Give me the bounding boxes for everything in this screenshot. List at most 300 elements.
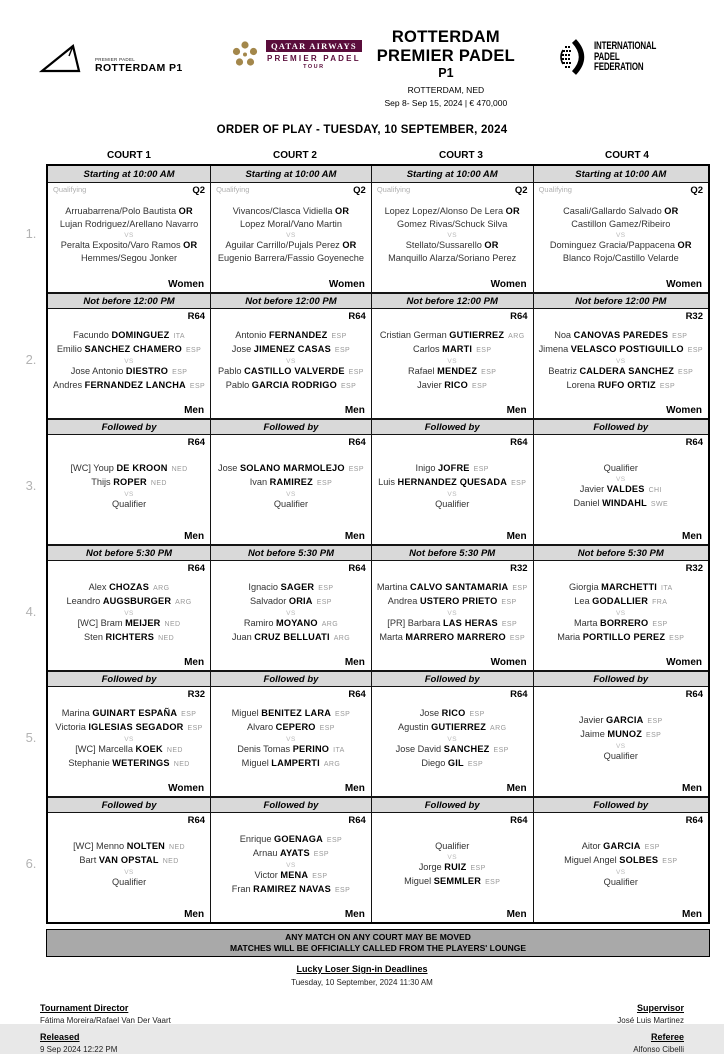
category-label: Women — [666, 405, 702, 416]
match-cell — [48, 435, 211, 544]
player-surname: RAMIREZ NAVAS — [253, 883, 331, 894]
stage-label: Qualifying — [538, 185, 572, 194]
player-name-text: Bart — [79, 855, 99, 865]
country-code: ESP — [181, 710, 197, 718]
player-name-text: Qualifier — [603, 877, 638, 887]
player-surname: OR — [505, 205, 520, 216]
country-code: ESP — [476, 346, 492, 354]
player-line — [53, 462, 205, 476]
country-code: ESP — [501, 620, 518, 628]
referee-name: Alfonso Cibelli — [633, 1045, 684, 1054]
court-2-header: COURT 2 — [273, 149, 317, 161]
player-name-text: Vivancos/Clasca Vidiella — [232, 205, 336, 216]
player-name-text: Beatriz — [548, 365, 580, 376]
player-name-text: Qualifier — [111, 877, 147, 887]
player-line — [216, 707, 366, 721]
player-line — [216, 476, 366, 490]
notice-band — [46, 929, 710, 957]
player-name-text: Castillon Gamez/Ribeiro — [571, 218, 671, 229]
country-code: NED — [150, 480, 167, 487]
player-name-text: Eugenio Barrera/Fassio Goyeneche — [217, 252, 364, 263]
officials-left — [40, 1003, 171, 1054]
time-band-label: Starting at 10:00 AM — [372, 166, 534, 183]
player-name-text: Jorge — [418, 862, 445, 872]
player-surname: GOENAGA — [274, 833, 323, 844]
country-code: ESP — [326, 836, 343, 844]
player-name-text: VS — [447, 854, 458, 861]
country-code: ESP — [348, 466, 364, 473]
player-surname: BORRERO — [600, 617, 649, 628]
player-line — [216, 743, 366, 757]
qatar-airways-premier-padel-logo — [230, 38, 362, 72]
country-code: ESP — [319, 724, 335, 732]
player-line — [377, 365, 528, 379]
match-lines — [53, 442, 205, 531]
player-line — [216, 329, 366, 343]
country-code: ITA — [661, 584, 673, 592]
player-line — [377, 861, 528, 875]
player-line — [216, 218, 366, 231]
player-line — [377, 595, 528, 609]
player-surname: BENITEZ LARA — [261, 707, 332, 718]
court-header-row — [46, 146, 710, 164]
ipf-logo — [530, 38, 690, 76]
match-cell — [372, 813, 534, 922]
country-code: ARG — [508, 332, 525, 340]
match-lines — [539, 190, 703, 279]
player-name-text: Jaime — [580, 729, 608, 739]
player-name-text: Hemmes/Segou Jonker — [81, 252, 178, 263]
time-band-label: Not before 12:00 PM — [372, 292, 534, 309]
mountain-triangle-icon — [40, 42, 92, 74]
player-line — [539, 379, 703, 393]
match-lines — [216, 694, 366, 783]
match-lines — [53, 568, 205, 657]
match-cell — [211, 687, 372, 796]
match-lines — [539, 568, 703, 657]
match-cell — [48, 309, 211, 418]
match-lines — [53, 694, 205, 783]
player-name-text: Aguilar Carrillo/Pujals Perez — [225, 239, 343, 250]
lucky-loser-title: Lucky Loser Sign-in Deadlines — [296, 964, 428, 974]
player-surname: WINDAHL — [602, 498, 647, 508]
player-line — [216, 365, 366, 379]
player-line — [539, 876, 703, 889]
match-cell — [534, 561, 708, 670]
country-code: ESP — [512, 584, 528, 592]
player-name-text: Qualifier — [273, 499, 309, 509]
tournament-director-block — [40, 1003, 171, 1025]
time-band-label: Not before 12:00 PM — [48, 292, 211, 309]
vs-separator — [216, 861, 366, 869]
rotterdam-logo-main-text: ROTTERDAM P1 — [95, 62, 183, 74]
order-of-play-title: ORDER OF PLAY - TUESDAY, 10 SEPTEMBER, 2024 — [216, 124, 508, 136]
tournament-title: ROTTERDAM PREMIER PADEL — [376, 28, 516, 65]
player-line — [377, 343, 528, 357]
player-name-text: VS — [615, 357, 626, 365]
time-band-label: Followed by — [372, 418, 534, 435]
vs-separator — [539, 475, 703, 483]
player-surname: GARCIA RODRIGO — [251, 379, 337, 390]
player-name-text: Maria — [557, 631, 583, 642]
match-cell — [534, 813, 708, 922]
player-name-text: Pablo — [225, 379, 252, 390]
player-name-text: Juan — [231, 631, 255, 642]
player-line — [216, 869, 366, 883]
player-name-text: VS — [124, 735, 134, 743]
country-code: SWE — [650, 501, 669, 508]
player-line — [53, 631, 205, 645]
player-surname: MEIJER — [125, 617, 161, 628]
player-surname: OR — [342, 239, 357, 250]
player-surname: RAMIREZ — [269, 477, 313, 487]
time-band-label: Followed by — [372, 796, 534, 813]
category-label: Men — [184, 909, 205, 920]
match-lines — [53, 820, 205, 909]
category-label: Women — [490, 657, 527, 668]
player-name-text: Ivan — [249, 477, 270, 487]
schedule-grid — [46, 164, 710, 924]
player-line — [539, 218, 703, 231]
ipf-logo-text — [594, 41, 663, 73]
category-label: Men — [344, 909, 365, 920]
country-code: NED — [164, 620, 181, 628]
vs-separator — [539, 609, 703, 617]
round-label: R64 — [510, 815, 528, 826]
time-band-label: Not before 5:30 PM — [48, 544, 211, 561]
round-label: R64 — [187, 815, 206, 826]
player-surname: CALVO SANTAMARIA — [410, 581, 509, 592]
match-cell — [211, 309, 372, 418]
vs-separator — [216, 735, 366, 743]
match-cell — [48, 687, 211, 796]
player-surname: CEPERO — [275, 721, 316, 732]
player-name-text: Alvaro — [247, 721, 276, 732]
country-code: ESP — [472, 382, 488, 390]
notice-line-1: ANY MATCH ON ANY COURT MAY BE MOVED — [285, 932, 471, 942]
country-code: ESP — [187, 724, 203, 732]
player-surname: MARTI — [442, 343, 473, 354]
player-surname: MENDEZ — [437, 365, 478, 376]
player-surname: DOMINGUEZ — [111, 329, 170, 340]
player-surname: MARRERO MARRERO — [405, 631, 506, 642]
player-surname: IGLESIAS SEGADOR — [88, 721, 184, 732]
vs-separator — [216, 609, 366, 617]
match-cell — [372, 561, 534, 670]
time-band-label: Followed by — [372, 670, 534, 687]
player-surname: RUIZ — [444, 862, 467, 872]
time-band-label: Followed by — [534, 418, 708, 435]
country-code: NED — [169, 844, 185, 851]
category-label: Men — [682, 531, 702, 542]
player-line — [53, 757, 205, 771]
court-1-header: COURT 1 — [107, 149, 151, 161]
player-name-text: Jose Antonio — [70, 365, 126, 376]
player-line — [377, 840, 528, 853]
row-number: 6. — [25, 855, 37, 871]
player-name-text: Ramiro — [243, 617, 276, 628]
country-code: ESP — [340, 382, 357, 390]
player-name-text: Arnau — [252, 847, 280, 858]
category-label: Men — [184, 531, 205, 542]
player-line — [539, 728, 703, 742]
match-cell — [534, 687, 708, 796]
player-name-text: VS — [124, 357, 134, 365]
player-name-text: Denis Tomas — [237, 743, 293, 754]
category-label: Men — [506, 405, 527, 416]
player-name-text: VS — [124, 609, 134, 617]
country-code: NED — [171, 466, 188, 473]
player-name-text: Luis — [378, 477, 398, 487]
time-band-label: Not before 12:00 PM — [534, 292, 708, 309]
round-label: Q2 — [690, 185, 703, 196]
player-line — [377, 617, 528, 631]
player-line — [377, 476, 528, 490]
country-code: ESP — [473, 466, 489, 473]
player-line — [539, 617, 703, 631]
player-name-text: VS — [286, 609, 296, 617]
vs-separator — [216, 231, 366, 239]
player-line — [377, 239, 528, 252]
player-line — [216, 239, 366, 252]
released-timestamp: 9 Sep 2024 12:22 PM — [40, 1045, 118, 1054]
match-cell — [211, 561, 372, 670]
player-line — [53, 721, 205, 735]
player-line — [539, 714, 703, 728]
player-surname: FERNANDEZ LANCHA — [84, 379, 186, 390]
match-lines — [539, 820, 703, 909]
match-lines — [377, 820, 528, 909]
player-surname: PERINO — [292, 743, 330, 754]
player-surname: AUGSBURGER — [102, 595, 172, 606]
vs-separator — [53, 490, 205, 498]
country-code: ITA — [333, 746, 345, 754]
player-line — [539, 483, 703, 497]
player-name-text: Qualifier — [603, 463, 638, 473]
player-name-text: [WC] Marcella — [75, 743, 136, 754]
vs-separator — [539, 868, 703, 876]
player-name-text: Miguel Angel — [564, 855, 620, 865]
category-label: Men — [344, 783, 365, 794]
player-name-text: Inigo — [415, 463, 438, 473]
player-name-text: VS — [615, 476, 626, 483]
player-surname: RICHTERS — [105, 631, 155, 642]
player-surname: PORTILLO PEREZ — [582, 631, 666, 642]
country-code: ESP — [678, 368, 694, 376]
category-label: Men — [682, 783, 702, 794]
player-surname: DE KROON — [116, 463, 168, 473]
player-line — [377, 329, 528, 343]
player-name-text: Cristian German — [379, 329, 450, 340]
player-surname: GIL — [447, 757, 464, 768]
player-line — [539, 497, 703, 511]
player-name-text: Gomez Rivas/Schuck Silva — [397, 218, 508, 229]
player-surname: MOYANO — [276, 617, 318, 628]
player-name-text: Arruabarrena/Polo Bautista — [65, 205, 179, 216]
country-code: CHI — [648, 487, 662, 494]
round-label: R64 — [348, 311, 366, 322]
player-name-text: Jose — [419, 707, 442, 718]
round-label: R64 — [348, 815, 366, 826]
round-label: R32 — [685, 563, 703, 574]
country-code: ESP — [481, 368, 497, 376]
player-name-text: VS — [447, 231, 458, 239]
lucky-loser-section — [0, 964, 724, 987]
player-name-text: Victoria — [55, 721, 89, 732]
supervisor-name: José Luis Martinez — [617, 1016, 684, 1025]
player-line — [216, 581, 366, 595]
category-label: Men — [344, 657, 365, 668]
round-label: R64 — [510, 689, 528, 700]
officials-section — [40, 1003, 684, 1054]
player-line — [216, 595, 366, 609]
round-label: R64 — [187, 563, 206, 574]
player-surname: SOLBES — [619, 855, 659, 865]
vs-separator — [377, 490, 528, 498]
player-name-text: Blanco Rojo/Castillo Velarde — [562, 252, 679, 263]
player-name-text: Marta — [379, 631, 406, 642]
category-label: Men — [506, 531, 527, 542]
country-code: NED — [173, 760, 190, 768]
player-line — [539, 595, 703, 609]
round-label: R64 — [510, 311, 528, 322]
player-name-text: VS — [615, 869, 626, 876]
player-line — [377, 743, 528, 757]
tournament-director-label: Tournament Director — [40, 1003, 129, 1013]
row-number: 4. — [25, 603, 37, 619]
vs-separator — [539, 231, 703, 239]
round-label: R64 — [187, 437, 206, 448]
player-name-text: VS — [447, 357, 458, 365]
player-line — [53, 365, 205, 379]
player-line — [539, 205, 703, 218]
row-number: 5. — [25, 729, 37, 745]
country-code: ARG — [323, 760, 341, 768]
tour-label: TOUR — [303, 64, 325, 70]
vs-separator — [539, 357, 703, 365]
player-name-text: Salvador — [250, 595, 289, 606]
player-line — [53, 876, 205, 889]
player-name-text: Rafael — [408, 365, 438, 376]
country-code: ESP — [185, 346, 202, 354]
time-band-label: Followed by — [48, 418, 211, 435]
player-surname: SEMMLER — [433, 876, 482, 886]
rotterdam-logo-text — [95, 57, 183, 74]
round-label: R64 — [348, 563, 366, 574]
vs-separator — [377, 609, 528, 617]
player-line — [377, 218, 528, 231]
player-name-text: Miguel — [241, 757, 272, 768]
court-3-header: COURT 3 — [439, 149, 483, 161]
ipf-dotted-circle-icon — [557, 38, 589, 76]
player-name-text: VS — [615, 609, 626, 617]
category-label: Women — [168, 783, 205, 794]
qatar-airways-label: QATAR AIRWAYS — [266, 40, 362, 52]
player-line — [53, 476, 205, 490]
player-surname: CANOVAS PAREDES — [573, 329, 669, 340]
vs-separator — [53, 231, 205, 239]
player-name-text: VS — [286, 231, 296, 239]
player-name-text: Leandro — [66, 595, 103, 606]
player-surname: RICO — [441, 707, 466, 718]
match-cell — [372, 309, 534, 418]
player-surname: OR — [677, 239, 692, 250]
country-code: ARG — [321, 620, 339, 628]
category-label: Men — [184, 405, 205, 416]
player-surname: LAMPERTI — [271, 757, 320, 768]
player-name-text: Miguel — [404, 876, 434, 886]
player-line — [53, 498, 205, 511]
category-label: Men — [344, 405, 365, 416]
player-name-text: Aitor — [581, 841, 604, 851]
round-label: Q2 — [514, 185, 528, 196]
match-lines — [216, 568, 366, 657]
player-line — [539, 840, 703, 854]
vs-separator — [53, 357, 205, 365]
match-lines — [216, 820, 366, 909]
player-name-text: Lea — [574, 595, 593, 606]
category-label: Women — [666, 279, 702, 290]
country-code: ESP — [659, 382, 676, 390]
match-lines — [53, 190, 205, 279]
player-name-text: Lorena — [566, 379, 598, 390]
player-name-text: VS — [124, 231, 134, 239]
country-code: ESP — [316, 480, 333, 487]
player-line — [53, 595, 205, 609]
tournament-dates-prize: Sep 8- Sep 15, 2024 | € 470,000 — [384, 98, 508, 108]
player-surname: GUINART ESPAÑA — [92, 707, 178, 718]
player-name-text: Andrea — [387, 595, 420, 606]
officials-right — [617, 1003, 684, 1054]
vs-separator — [377, 357, 528, 365]
country-code: ESP — [672, 332, 688, 340]
player-line — [53, 329, 205, 343]
round-label: R64 — [187, 311, 206, 322]
player-line — [539, 631, 703, 645]
player-surname: RUFO ORTIZ — [597, 379, 656, 390]
player-surname: MARCHETTI — [601, 581, 658, 592]
player-name-text: Pablo — [218, 365, 245, 376]
country-code: ESP — [485, 879, 501, 886]
row-number: 3. — [25, 477, 37, 493]
player-name-text: Fran — [231, 883, 254, 894]
player-line — [216, 205, 366, 218]
country-code: ESP — [501, 598, 517, 606]
country-code: ESP — [493, 746, 509, 754]
country-code: ESP — [348, 368, 364, 376]
round-label: R64 — [685, 815, 703, 826]
player-name-text: Agustin — [397, 721, 432, 732]
match-lines — [53, 316, 205, 405]
player-name-text: VS — [286, 357, 296, 365]
player-name-text: VS — [286, 735, 296, 743]
player-name-text: VS — [286, 491, 296, 498]
country-code: ESP — [318, 584, 334, 592]
player-surname: MUNOZ — [607, 729, 643, 739]
player-name-text: Daniel — [573, 498, 603, 508]
player-surname: ORIA — [288, 595, 313, 606]
player-surname: OR — [183, 239, 198, 250]
country-code: ESP — [470, 865, 486, 872]
lucky-loser-deadline: Tuesday, 10 September, 2024 11:30 AM — [291, 978, 433, 987]
match-cell — [48, 561, 211, 670]
player-surname: JOFRE — [438, 463, 470, 473]
player-surname: OR — [484, 239, 499, 250]
player-surname: JIMENEZ CASAS — [253, 343, 331, 354]
time-band-label: Not before 12:00 PM — [211, 292, 372, 309]
document-header — [0, 0, 724, 108]
referee-label: Referee — [650, 1032, 684, 1042]
